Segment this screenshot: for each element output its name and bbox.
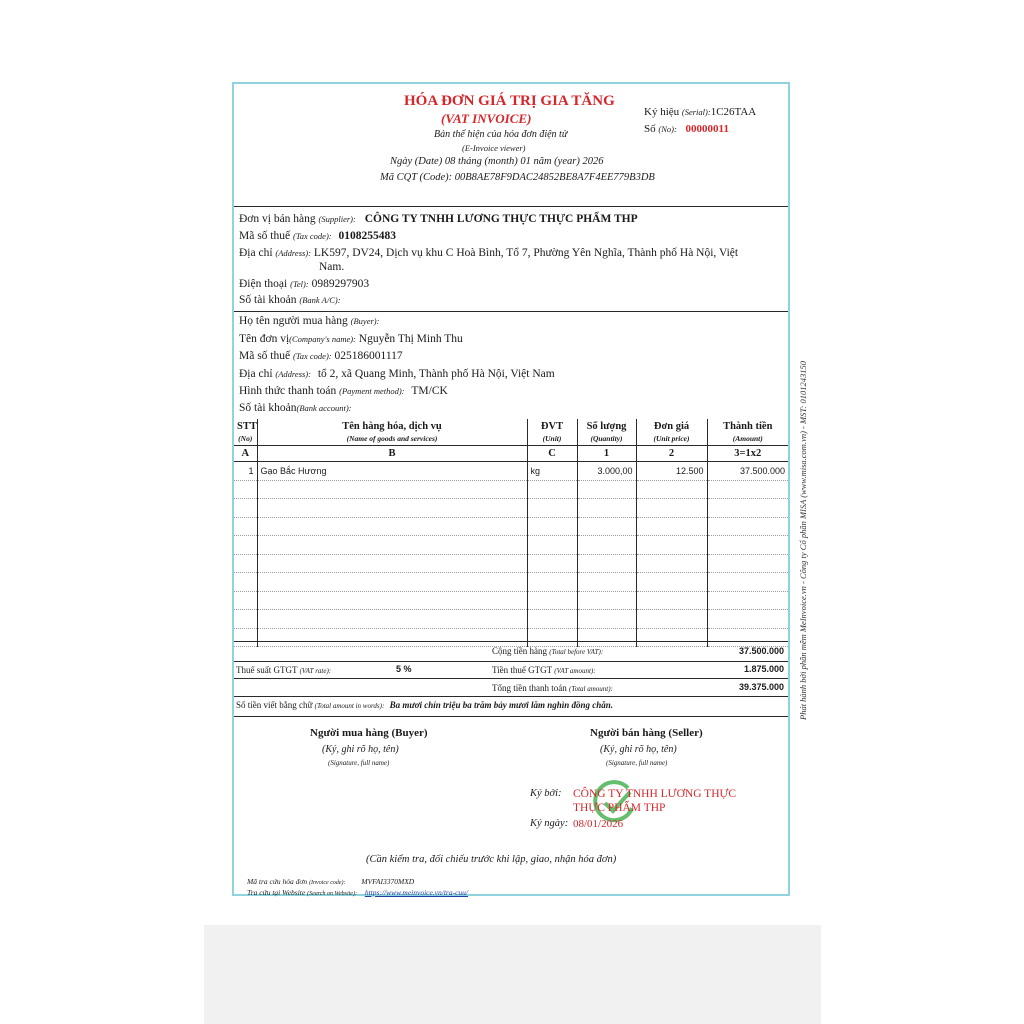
invoice-number-line	[644, 123, 729, 135]
cqt-code: Mã CQT (Code): 00B8AE78F9DAC24852BE8A7F4EE779B3DB	[380, 172, 655, 183]
supplier-tel-label: Điện thoại	[239, 278, 288, 290]
table-letter-row	[234, 446, 788, 462]
lookup-label: Mã tra cứu hóa đơn	[247, 877, 308, 886]
website-row	[247, 888, 468, 897]
empty-cell	[234, 480, 257, 499]
website-label: Tra cứu tại Website	[247, 888, 306, 897]
supplier-tel-row	[239, 278, 369, 290]
empty-cell	[707, 536, 788, 555]
total-label-en: (Total amount):	[568, 685, 613, 693]
empty-cell	[527, 554, 577, 573]
buyer-name-label-en: (Buyer):	[350, 316, 380, 326]
supplier-name: CÔNG TY TNHH LƯƠNG THỰC THỰC PHẨM THP	[364, 213, 638, 225]
empty-cell	[527, 480, 577, 499]
empty-cell	[636, 517, 707, 536]
empty-cell	[234, 536, 257, 555]
buyer-bank-label: Số tài khoản	[239, 402, 297, 414]
buyer-company-label: Tên đơn vị	[239, 333, 290, 345]
col-header-unit: ĐVT (Unit)	[527, 419, 577, 446]
subtotal-label-text: Cộng tiền hàng	[492, 646, 547, 656]
supplier-address-line1: LK597, DV24, Dịch vụ khu C Hoà Bình, Tổ 7, Phường Yên Nghĩa, Thành phố Hà Nội, Việt	[313, 247, 739, 259]
buyer-signature-hint-en: (Signature, full name)	[328, 759, 390, 767]
no-label: Số	[644, 123, 656, 135]
invoice-subtitle-en: (E-Invoice viewer)	[462, 143, 526, 153]
divider	[234, 696, 788, 697]
empty-cell	[527, 536, 577, 555]
col-header-name: Tên hàng hóa, dịch vụ (Name of goods and services)	[257, 419, 527, 446]
divider	[234, 661, 788, 662]
website-label-en: (Search on Website):	[307, 891, 357, 897]
col-header-price: Đơn giá (Unit price)	[636, 419, 707, 446]
empty-cell	[636, 554, 707, 573]
seller-signature-hint-en: (Signature, full name)	[606, 759, 668, 767]
empty-cell	[577, 536, 636, 555]
empty-cell	[234, 499, 257, 518]
signed-by-name-line2: THỰC PHẨM THP	[573, 802, 666, 814]
empty-cell	[234, 554, 257, 573]
signed-by-name-line1: CÔNG TY TNHH LƯƠNG THỰC	[573, 788, 737, 800]
signed-date-label: Ký ngày:	[530, 818, 569, 829]
item-price: 12.500	[636, 462, 707, 481]
empty-cell	[527, 499, 577, 518]
amount-in-words: Ba mươi chín triệu ba trăm bảy mươi lăm nghìn đồng chẵn.	[389, 700, 614, 710]
empty-cell	[527, 517, 577, 536]
letter-c: C	[527, 446, 577, 462]
item-no: 1	[234, 462, 257, 481]
serial-line	[644, 106, 756, 118]
empty-cell	[707, 499, 788, 518]
table-row-empty	[234, 591, 788, 610]
subtotal-value: 37.500.000	[738, 646, 784, 656]
supplier-bank-label: Số tài khoản	[239, 294, 297, 306]
buyer-address-label: Địa chỉ	[239, 368, 273, 380]
invoice-title: HÓA ĐƠN GIÁ TRỊ GIA TĂNG	[404, 93, 615, 109]
table-row-empty	[234, 517, 788, 536]
supplier-tel: 0989297903	[311, 278, 370, 290]
letter-2: 2	[636, 446, 707, 462]
vat-amount-value: 1.875.000	[743, 664, 784, 674]
buyer-tax-label: Mã số thuế	[239, 350, 291, 362]
signed-date: 08/01/2026	[573, 818, 624, 830]
empty-cell	[707, 517, 788, 536]
empty-cell	[257, 610, 527, 629]
payment-label: Hình thức thanh toán	[239, 385, 337, 397]
item-qty: 3.000,00	[577, 462, 636, 481]
table-row-empty	[234, 573, 788, 592]
table-row-empty	[234, 499, 788, 518]
divider	[234, 716, 788, 717]
vat-rate-value: 5 %	[396, 664, 412, 674]
empty-cell	[527, 573, 577, 592]
supplier-row	[239, 213, 638, 225]
supplier-label: Đơn vị bán hàng	[239, 213, 316, 225]
letter-1: 1	[577, 446, 636, 462]
empty-cell	[577, 573, 636, 592]
table-row-empty	[234, 536, 788, 555]
supplier-bank-label-en: (Bank A/C):	[299, 295, 341, 305]
words-label-en: (Total amount in words):	[314, 702, 385, 710]
empty-cell	[234, 591, 257, 610]
supplier-address-row	[239, 247, 738, 259]
serial-label: Ký hiệu	[644, 106, 680, 118]
buyer-bank-label-en: (Bank account):	[296, 403, 352, 413]
total-label-text: Tổng tiền thanh toán	[492, 683, 567, 693]
empty-cell	[707, 628, 788, 647]
empty-cell	[577, 517, 636, 536]
item-amount: 37.500.000	[707, 462, 788, 481]
empty-cell	[234, 628, 257, 647]
col-header-no: STT (No)	[234, 419, 257, 446]
empty-cell	[636, 499, 707, 518]
empty-cell	[707, 554, 788, 573]
buyer-company: Nguyễn Thị Minh Thu	[358, 333, 463, 345]
empty-cell	[707, 480, 788, 499]
total-label	[492, 683, 613, 693]
vat-rate-label-en: (VAT rate):	[299, 667, 332, 675]
divider	[234, 641, 788, 642]
lookup-code: MVFAI3370MXD	[361, 877, 415, 886]
table-row-empty	[234, 554, 788, 573]
supplier-address-label: Địa chỉ	[239, 247, 273, 259]
empty-cell	[234, 610, 257, 629]
supplier-label-en: (Supplier):	[318, 214, 356, 224]
buyer-tax-row	[239, 350, 403, 362]
empty-cell	[577, 480, 636, 499]
supplier-address-line2: Nam.	[319, 261, 345, 273]
payment-label-en: (Payment method):	[339, 386, 405, 396]
empty-cell	[577, 499, 636, 518]
empty-cell	[707, 573, 788, 592]
invoice-title-en: (VAT INVOICE)	[441, 111, 532, 126]
lookup-website-link[interactable]: https://www.meinvoice.vn/tra-cuu/	[364, 888, 469, 897]
payment-row	[239, 385, 448, 397]
buyer-address-label-en: (Address):	[275, 369, 311, 379]
empty-cell	[707, 610, 788, 629]
divider	[234, 206, 788, 207]
table-row-empty	[234, 628, 788, 647]
item-unit: kg	[527, 462, 577, 481]
empty-cell	[257, 517, 527, 536]
vat-amount-label-text: Tiền thuế GTGT	[492, 665, 553, 675]
empty-cell	[577, 591, 636, 610]
table-row-empty	[234, 610, 788, 629]
table-header-row	[234, 419, 788, 446]
supplier-address-label-en: (Address):	[275, 248, 311, 258]
letter-b: B	[257, 446, 527, 462]
lookup-label-en: (Invoice code):	[309, 880, 346, 886]
empty-cell	[257, 591, 527, 610]
serial-value: 1C26TAA	[710, 106, 757, 118]
no-label-en: (No):	[658, 124, 677, 134]
item-name: Gạo Bắc Hương	[257, 462, 527, 481]
divider	[234, 678, 788, 679]
table-row-empty	[234, 480, 788, 499]
empty-cell	[257, 573, 527, 592]
buyer-address-row	[239, 368, 555, 380]
supplier-tax-label: Mã số thuế	[239, 230, 291, 242]
empty-cell	[234, 573, 257, 592]
col-header-qty: Số lượng (Quantity)	[577, 419, 636, 446]
seller-signature-hint: (Ký, ghi rõ họ, tên)	[600, 744, 677, 755]
empty-cell	[234, 517, 257, 536]
empty-cell	[636, 591, 707, 610]
seller-signature-title: Người bán hàng (Seller)	[590, 727, 703, 739]
vat-invoice	[232, 82, 790, 896]
empty-cell	[257, 480, 527, 499]
buyer-signature-hint: (Ký, ghi rõ họ, tên)	[322, 744, 399, 755]
supplier-tax-code: 0108255483	[338, 230, 396, 242]
supplier-bank-row	[239, 294, 341, 306]
invoice-number: 00000011	[685, 123, 729, 135]
letter-3: 3=1x2	[707, 446, 788, 462]
empty-cell	[257, 628, 527, 647]
empty-cell	[257, 536, 527, 555]
supplier-tax-label-en: (Tax code):	[292, 231, 332, 241]
divider	[234, 311, 788, 312]
buyer-signature-title: Người mua hàng (Buyer)	[310, 727, 428, 739]
serial-label-en: (Serial):	[681, 107, 711, 117]
amount-in-words-row	[236, 700, 613, 710]
empty-cell	[527, 591, 577, 610]
empty-cell	[257, 499, 527, 518]
empty-cell	[577, 610, 636, 629]
total-value: 39.375.000	[738, 682, 784, 692]
buyer-address: tổ 2, xã Quang Minh, Thành phố Hà Nội, Việt Nam	[317, 368, 555, 380]
empty-cell	[257, 554, 527, 573]
buyer-name-row	[239, 315, 379, 327]
empty-cell	[636, 628, 707, 647]
subtotal-label	[492, 646, 603, 656]
lookup-row	[247, 877, 414, 886]
supplier-tel-label-en: (Tel):	[290, 279, 309, 289]
vat-rate-label-text: Thuế suất GTGT	[236, 665, 298, 675]
empty-cell	[527, 610, 577, 629]
verification-note: (Cần kiểm tra, đối chiếu trước khi lập, giao, nhận hóa đơn)	[366, 854, 617, 865]
empty-cell	[636, 610, 707, 629]
letter-a: A	[234, 446, 257, 462]
buyer-bank-row	[239, 402, 352, 414]
subtotal-label-en: (Total before VAT):	[549, 648, 604, 656]
empty-cell	[636, 536, 707, 555]
vat-amount-label-en: (VAT amount):	[554, 667, 596, 675]
empty-cell	[527, 628, 577, 647]
supplier-tax-row	[239, 230, 396, 242]
invoice-date: Ngày (Date) 08 tháng (month) 01 năm (year) 2026	[390, 156, 604, 167]
bottom-grey-band	[204, 925, 821, 1024]
publisher-side-note-text: Phát hành bởi phần mềm MeInvoice.vn - Công ty Cổ phần MISA (www.misa.com.vn) - MST: 0101243150	[798, 360, 808, 720]
items-table	[234, 419, 788, 647]
table-row	[234, 462, 788, 481]
vat-amount-label	[492, 665, 596, 675]
empty-cell	[577, 554, 636, 573]
empty-cell	[707, 591, 788, 610]
buyer-tax-code: 025186001117	[334, 350, 403, 362]
buyer-company-label-en: (Company's name):	[289, 334, 356, 344]
empty-cell	[577, 628, 636, 647]
empty-cell	[636, 480, 707, 499]
payment-method: TM/CK	[411, 385, 448, 397]
vat-rate-label	[236, 665, 331, 675]
empty-cell	[636, 573, 707, 592]
words-label: Số tiền viết bằng chữ	[236, 700, 313, 710]
signed-by-label: Ký bởi:	[530, 788, 562, 799]
buyer-company-row	[239, 333, 463, 345]
col-header-amount: Thành tiền (Amount)	[707, 419, 788, 446]
invoice-subtitle: Bản thể hiện của hóa đơn điện tử	[434, 129, 568, 140]
buyer-name-label: Họ tên người mua hàng	[239, 315, 348, 327]
buyer-tax-label-en: (Tax code):	[292, 351, 332, 361]
